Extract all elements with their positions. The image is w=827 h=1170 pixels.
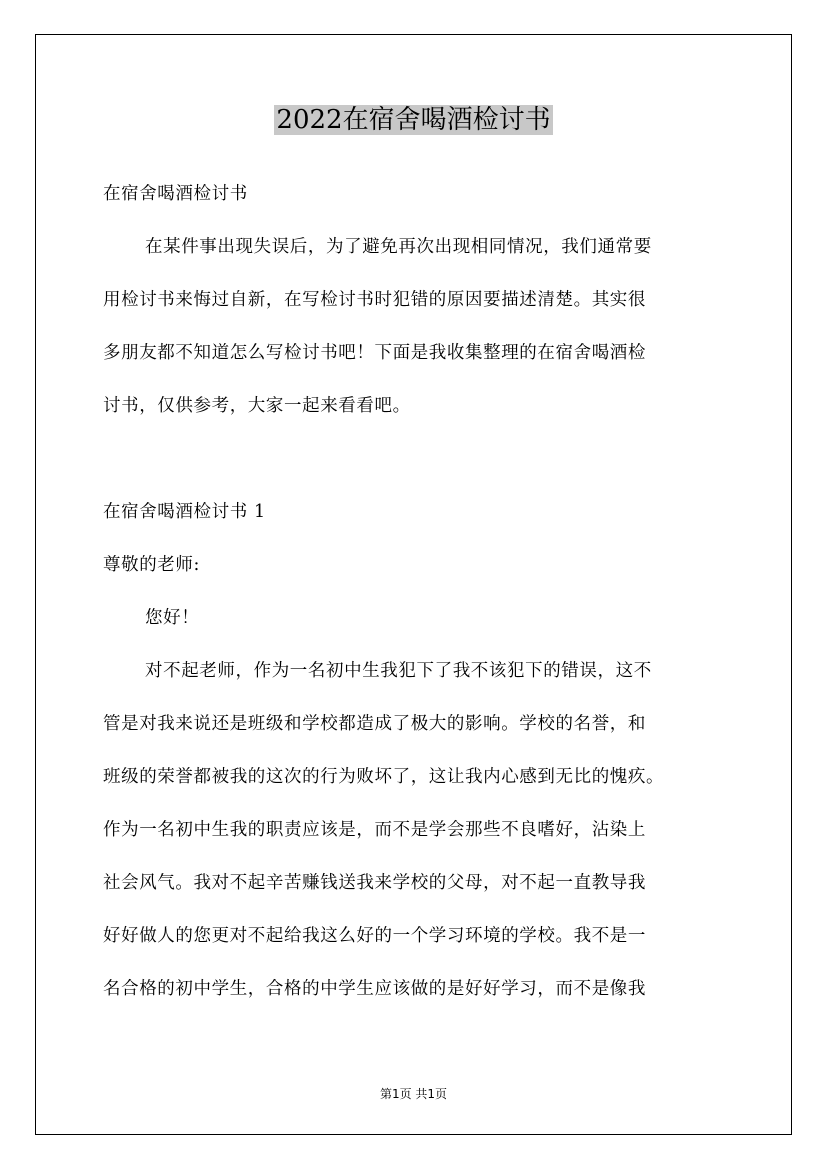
- subtitle: 在宿舍喝酒检讨书: [103, 184, 248, 204]
- salutation: 尊敬的老师:: [103, 555, 200, 575]
- intro-paragraph: [103, 229, 733, 424]
- intro-line: 讨书，仅供参考，大家一起来看看吧。: [103, 396, 411, 416]
- letter-line: 社会风气。我对不起辛苦赚钱送我来学校的父母，对不起一直教导我: [103, 873, 646, 893]
- letter-line: 班级的荣誉都被我的这次的行为败坏了，这让我内心感到无比的愧疚。: [103, 767, 665, 787]
- letter-line: 作为一名初中生我的职责应该是，而不是学会那些不良嗜好，沾染上: [103, 820, 646, 840]
- document-title-text: 2022在宿舍喝酒检讨书: [276, 105, 551, 135]
- letter-line: 对不起老师，作为一名初中生我犯下了我不该犯下的错误，这不: [145, 661, 652, 681]
- page-number: 第1页 共1页: [379, 1087, 448, 1101]
- section-heading: 在宿舍喝酒检讨书 1: [103, 502, 266, 522]
- page-footer: [0, 1085, 827, 1102]
- intro-line: 在某件事出现失误后，为了避免再次出现相同情况，我们通常要: [145, 237, 652, 257]
- intro-line: 用检讨书来悔过自新，在写检讨书时犯错的原因要描述清楚。其实很: [103, 290, 646, 310]
- document-body: [103, 176, 733, 1007]
- intro-line: 多朋友都不知道怎么写检讨书吧！下面是我收集整理的在宿舍喝酒检: [103, 343, 646, 363]
- greeting: 您好！: [145, 608, 200, 628]
- letter-line: 名合格的初中学生，合格的中学生应该做的是好好学习，而不是像我: [103, 979, 646, 999]
- document-title: [0, 102, 827, 138]
- letter-paragraph: [103, 653, 733, 1007]
- letter-line: 好好做人的您更对不起给我这么好的一个学习环境的学校。我不是一: [103, 926, 646, 946]
- letter-line: 管是对我来说还是班级和学校都造成了极大的影响。学校的名誉，和: [103, 714, 646, 734]
